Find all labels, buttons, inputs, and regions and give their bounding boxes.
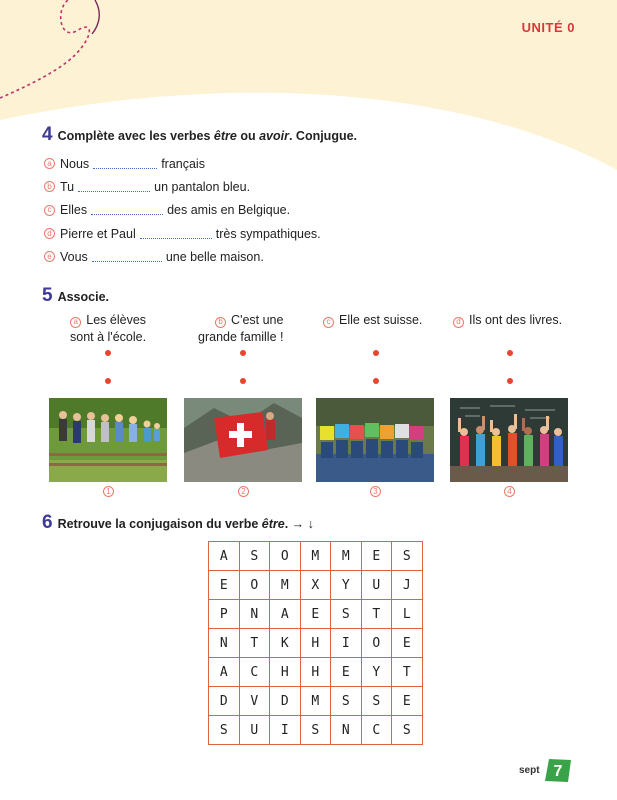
page-number-badge: [543, 757, 573, 784]
grid-cell[interactable]: Y: [361, 658, 392, 687]
grid-cell[interactable]: J: [392, 571, 423, 600]
grid-cell[interactable]: E: [392, 687, 423, 716]
sentence-line: Ils ont des livres.: [469, 313, 563, 327]
page-word: sept: [519, 765, 540, 776]
match-dot-sentence-a[interactable]: [105, 350, 111, 356]
item-text: Vous: [60, 249, 88, 264]
item-text: une belle maison.: [165, 249, 264, 264]
match-dot-sentence-d[interactable]: [507, 350, 513, 356]
exercise-instruction: Associe.: [57, 290, 109, 304]
item-letter: a: [70, 317, 81, 328]
grid-cell[interactable]: I: [270, 716, 301, 745]
grid-cell[interactable]: M: [300, 542, 331, 571]
grid-cell[interactable]: S: [209, 716, 240, 745]
page-number: 7: [553, 763, 563, 780]
sentence-line: grande famille !: [198, 330, 284, 344]
grid-cell[interactable]: O: [270, 542, 301, 571]
item-letter: d: [453, 317, 464, 328]
grid-cell[interactable]: S: [392, 542, 423, 571]
exercise-4-header: [42, 124, 357, 146]
answer-blank[interactable]: [78, 182, 150, 192]
match-dot-photo-1[interactable]: [105, 378, 111, 384]
item-text: un pantalon bleu.: [154, 179, 251, 194]
grid-cell[interactable]: X: [300, 571, 331, 600]
item-text: Tu: [60, 179, 75, 194]
item-letter: c: [44, 205, 55, 216]
grid-cell[interactable]: T: [361, 600, 392, 629]
match-dot-photo-3[interactable]: [373, 378, 379, 384]
grid-cell[interactable]: I: [331, 629, 362, 658]
grid-cell[interactable]: O: [239, 571, 270, 600]
item-letter: e: [44, 251, 55, 262]
grid-cell[interactable]: S: [239, 542, 270, 571]
grid-cell[interactable]: M: [331, 542, 362, 571]
item-letter: b: [215, 317, 226, 328]
grid-cell[interactable]: V: [239, 687, 270, 716]
item-letter: b: [44, 181, 55, 192]
exercise-6-header: [42, 512, 314, 534]
match-dot-photo-4[interactable]: [507, 378, 513, 384]
grid-row: [209, 542, 423, 571]
grid-cell[interactable]: M: [300, 687, 331, 716]
photo-kids-chalkboard: [450, 398, 568, 482]
grid-row: [209, 571, 423, 600]
grid-cell[interactable]: E: [331, 658, 362, 687]
grid-cell[interactable]: K: [270, 629, 301, 658]
sentence-line: Les élèves: [86, 313, 147, 327]
list-item: [44, 199, 321, 222]
answer-blank[interactable]: [140, 229, 212, 239]
item-text: Pierre et Paul: [60, 226, 136, 241]
photo-family: [49, 398, 167, 482]
exercise-number: 5: [42, 285, 53, 306]
grid-cell[interactable]: E: [361, 542, 392, 571]
match-dot-sentence-b[interactable]: [240, 350, 246, 356]
photo-number-1: 1: [103, 486, 114, 497]
grid-cell[interactable]: S: [300, 716, 331, 745]
grid-cell[interactable]: U: [239, 716, 270, 745]
grid-cell[interactable]: A: [209, 658, 240, 687]
grid-cell[interactable]: E: [392, 629, 423, 658]
item-text: des amis en Belgique.: [167, 203, 291, 218]
grid-row: [209, 658, 423, 687]
item-text: Elles: [60, 203, 88, 218]
grid-cell[interactable]: A: [270, 600, 301, 629]
grid-row: [209, 716, 423, 745]
list-item: [44, 175, 321, 198]
grid-cell[interactable]: S: [331, 687, 362, 716]
grid-row: [209, 629, 423, 658]
grid-cell[interactable]: A: [209, 542, 240, 571]
grid-cell[interactable]: M: [270, 571, 301, 600]
photo-number-2: 2: [238, 486, 249, 497]
list-item: [44, 152, 321, 175]
grid-cell[interactable]: C: [361, 716, 392, 745]
match-dot-photo-2[interactable]: [240, 378, 246, 384]
grid-cell[interactable]: D: [209, 687, 240, 716]
grid-cell[interactable]: S: [331, 600, 362, 629]
grid-cell[interactable]: T: [239, 629, 270, 658]
exercise-number: 6: [42, 512, 53, 533]
item-letter: c: [323, 317, 334, 328]
match-dot-sentence-c[interactable]: [373, 350, 379, 356]
grid-cell[interactable]: Y: [331, 571, 362, 600]
sentence-line: Elle est suisse.: [339, 313, 423, 327]
grid-cell[interactable]: T: [392, 658, 423, 687]
grid-cell[interactable]: P: [209, 600, 240, 629]
item-letter: d: [44, 228, 55, 239]
exercise-instruction: Retrouve la conjugaison du verbe être. → ↓: [57, 517, 314, 531]
item-letter: a: [44, 158, 55, 169]
photo-kids-reading: [316, 398, 434, 482]
sentence-line: C'est une: [231, 313, 284, 327]
grid-cell[interactable]: C: [239, 658, 270, 687]
grid-cell[interactable]: L: [392, 600, 423, 629]
grid-cell[interactable]: N: [331, 716, 362, 745]
match-sentence-a: [70, 312, 146, 346]
photo-swiss-flag: [184, 398, 302, 482]
photo-number-4: 4: [504, 486, 515, 497]
exercise-number: 4: [42, 124, 53, 145]
grid-cell[interactable]: H: [270, 658, 301, 687]
grid-cell[interactable]: S: [361, 687, 392, 716]
grid-cell[interactable]: S: [392, 716, 423, 745]
match-sentence-d: [453, 312, 562, 329]
exercise-4-list: [44, 152, 321, 268]
unit-title: UNITÉ 0: [521, 20, 575, 35]
exercise-instruction: Complète avec les verbes être ou avoir. Conjugue.: [57, 129, 358, 143]
item-text: Nous: [60, 156, 90, 171]
item-text: très sympathiques.: [215, 226, 321, 241]
grid-row: [209, 687, 423, 716]
word-search-grid: [208, 541, 423, 745]
grid-cell[interactable]: U: [361, 571, 392, 600]
match-sentence-c: [323, 312, 422, 329]
exercise-5-header: [42, 285, 109, 307]
grid-cell[interactable]: E: [209, 571, 240, 600]
grid-cell[interactable]: H: [300, 658, 331, 687]
list-item: [44, 245, 321, 268]
item-text: français: [161, 156, 205, 171]
photo-number-3: 3: [370, 486, 381, 497]
grid-cell[interactable]: N: [209, 629, 240, 658]
grid-cell[interactable]: H: [300, 629, 331, 658]
answer-blank[interactable]: [92, 252, 162, 262]
match-sentence-b: [198, 312, 283, 346]
grid-cell[interactable]: E: [300, 600, 331, 629]
grid-cell[interactable]: N: [239, 600, 270, 629]
sentence-line: sont à l'école.: [70, 330, 147, 344]
list-item: [44, 222, 321, 245]
grid-row: [209, 600, 423, 629]
grid-cell[interactable]: O: [361, 629, 392, 658]
answer-blank[interactable]: [93, 159, 157, 169]
grid-cell[interactable]: D: [270, 687, 301, 716]
answer-blank[interactable]: [91, 205, 163, 215]
